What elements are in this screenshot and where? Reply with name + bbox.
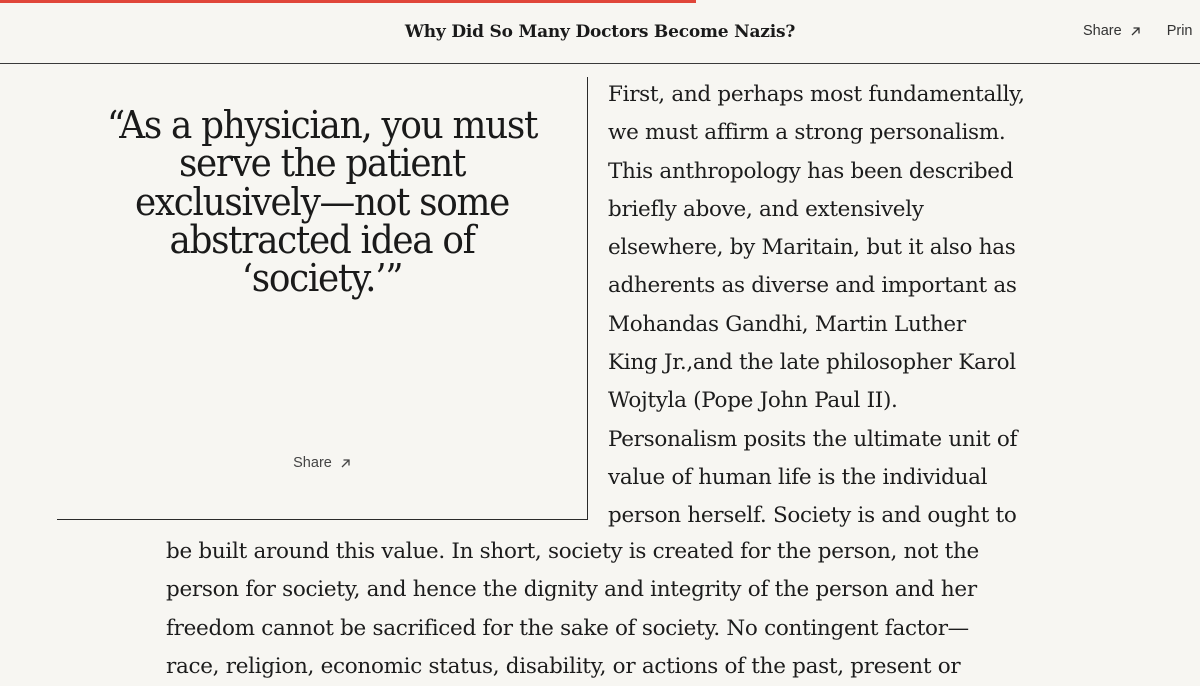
paragraph-line: freedom cannot be sacrificed for the sake of society. No contingent factor—: [166, 615, 969, 641]
pull-quote-line: exclusively—not some: [134, 179, 510, 225]
pull-quote-text: [76, 101, 569, 302]
arrow-up-right-icon: [340, 458, 351, 469]
article-body-column: [608, 76, 1025, 536]
paragraph-line: elsewhere, by Maritain, but it also has: [608, 235, 1016, 261]
header-share-button[interactable]: [1083, 23, 1141, 39]
article-body-full-width: [166, 533, 979, 686]
paragraph-line: First, and perhaps most fundamentally,: [608, 82, 1025, 107]
pull-quote-line: abstracted idea of: [169, 217, 475, 263]
paragraph-line: Mohandas Gandhi, Martin Luther: [608, 311, 966, 337]
pull-quote-line: ‘society.’”: [241, 256, 403, 302]
pull-quote-share-button[interactable]: [57, 455, 587, 471]
pull-quote-line: “As a physician, you must: [106, 103, 538, 148]
pull-quote-share-label: Share: [293, 455, 332, 471]
header-share-label: Share: [1083, 23, 1122, 39]
paragraph-line: Personalism posits the ultimate unit of: [608, 426, 1018, 452]
paragraph-line: value of human life is the individual: [608, 464, 988, 490]
header-print-button[interactable]: Prin: [1166, 23, 1193, 39]
paragraph-line: King Jr.,and the late philosopher Karol: [608, 350, 1016, 376]
paragraph-line: adherents as diverse and important as: [608, 273, 1017, 299]
paragraph-line: person for society, and hence the dignity and integrity of the person and her: [166, 577, 977, 603]
paragraph-line: we must affirm a strong personalism.: [608, 120, 1006, 146]
pull-quote-line: serve the patient: [178, 141, 466, 187]
paragraph-line: race, religion, economic status, disability, or actions of the past, present or: [166, 653, 961, 679]
arrow-up-right-icon: [1130, 26, 1141, 37]
paragraph-line: Wojtyla (Pope John Paul II).: [608, 388, 898, 414]
article-title: Why Did So Many Doctors Become Nazis?: [404, 22, 796, 42]
paragraph-line: person herself. Society is and ought to: [608, 503, 1017, 529]
paragraph-line: briefly above, and extensively: [608, 196, 924, 222]
pull-quote: [57, 77, 588, 520]
paragraph-line: be built around this value. In short, society is created for the person, not the: [166, 539, 979, 564]
article-header: [0, 3, 1200, 64]
header-actions: [1083, 23, 1193, 39]
paragraph-line: This anthropology has been described: [608, 158, 1014, 184]
